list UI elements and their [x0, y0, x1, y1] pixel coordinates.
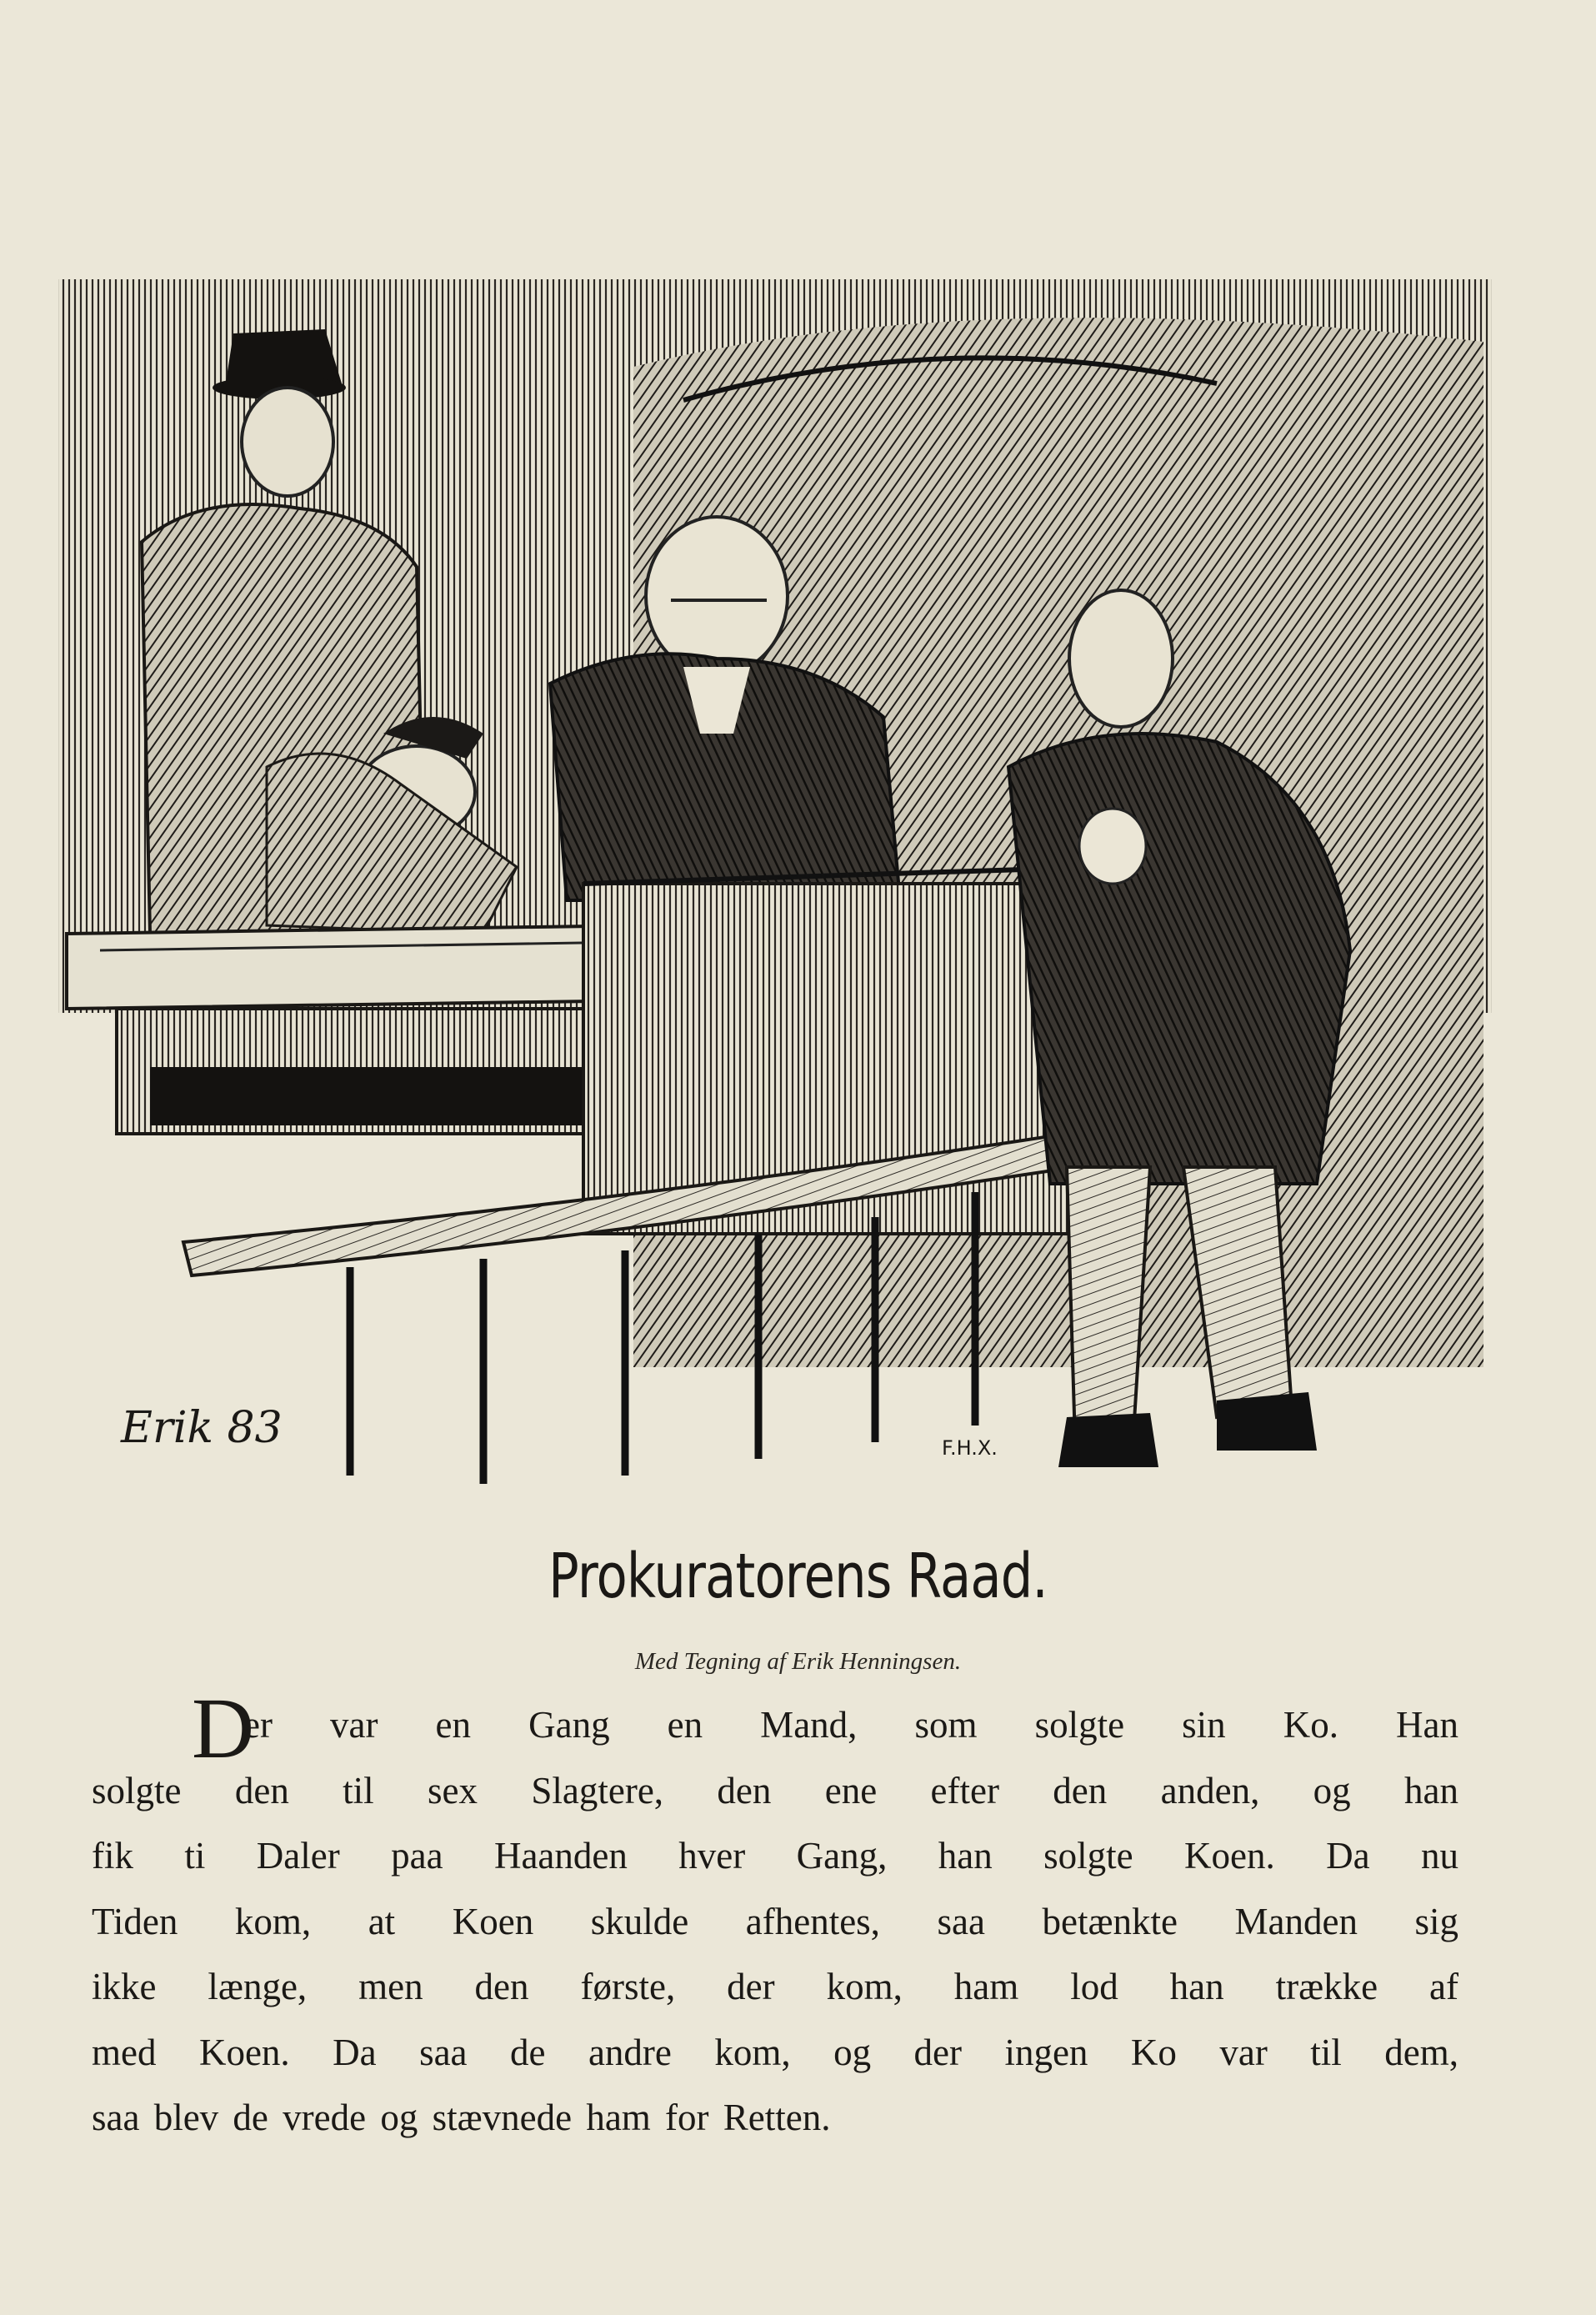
courtroom-illustration	[50, 267, 1500, 1492]
engraver-mark: F.H.X.	[942, 1436, 998, 1460]
text-line-content: er var en Gang en Mand, som solgte sin Ko. Han	[243, 1704, 1458, 1746]
text-line	[92, 1758, 1458, 1824]
text-line-content: saa blev de vrede og stævnede ham for Retten.	[92, 2097, 831, 2138]
text-line	[92, 2020, 1458, 2086]
drop-cap: D	[192, 1681, 255, 1776]
body-text	[92, 1681, 1458, 2151]
text-line-content: solgte den til sex Slagtere, den ene efter den anden, og han	[92, 1769, 1458, 1811]
illustration-credit: Med Tegning af Erik Henningsen.	[634, 1648, 962, 1675]
text-line-content: med Koen. Da saa de andre kom, og der ingen Ko var til dem,	[92, 2031, 1458, 2073]
text-line	[92, 1889, 1458, 1955]
text-line-content: fik ti Daler paa Haanden hver Gang, han solgte Koen. Da nu	[92, 1835, 1458, 1877]
artist-signature: Erik 83	[121, 1403, 283, 1453]
chapter-title: Prokuratorens Raad.	[548, 1541, 1048, 1612]
text-line-content: ikke længe, men den første, der kom, ham lod han trække af	[92, 1966, 1458, 2007]
desk	[67, 925, 650, 1134]
text-line	[92, 1954, 1458, 2020]
text-line	[92, 1681, 1458, 1776]
text-line	[92, 2085, 1458, 2151]
engraving-illustration-icon	[50, 267, 1500, 1492]
text-line	[92, 1823, 1458, 1889]
text-line-content: Tiden kom, at Koen skulde afhentes, saa betænkte Manden sig	[92, 1900, 1458, 1942]
